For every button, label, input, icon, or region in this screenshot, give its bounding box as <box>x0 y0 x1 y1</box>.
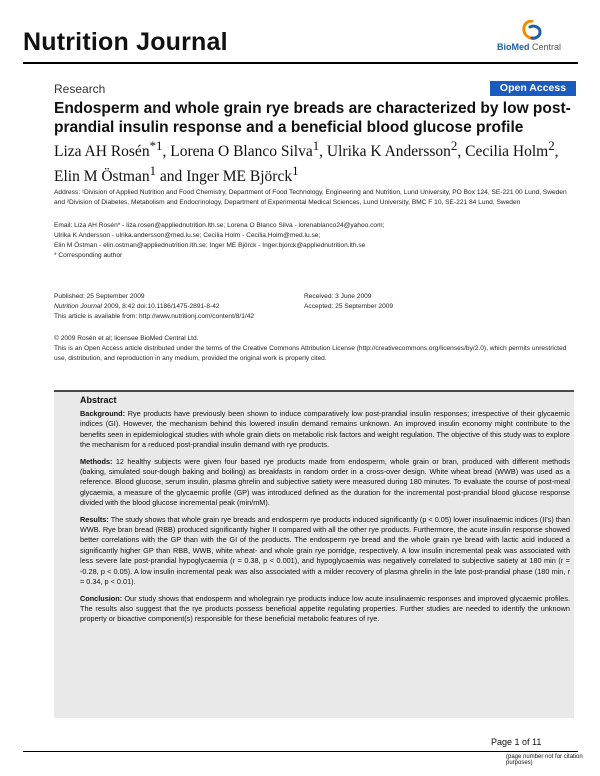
email-line: Elin M Östman - elin.ostman@appliednutrition.lth.se; Inger ME Björck - Inger.bjorck@appliednutrition.lth.se <box>54 242 366 249</box>
copyright-line: © 2009 Rosén et al; licensee BioMed Central Ltd. <box>54 335 199 342</box>
article-title: Endosperm and whole grain rye breads are characterized by low post-prandial insulin response and a beneficial blood glucose profile <box>54 100 571 136</box>
author: Lorena O Blanco Silva$^1$, <box>170 138 324 161</box>
license-text: This is an Open Access article distributed under the terms of the Creative Commons Attribution License (http://creativecommons.org/licenses/by/2.0), which permits unrestricted use, distribution, and reproduction in any medium, provided the original work is properly cited. <box>54 345 567 362</box>
email-line: Ulrika K Andersson - ulrika.andersson@med.lu.se; Cecilia Holm - Cecilia.Holm@med.lu.se; <box>54 232 321 239</box>
biomed-central-logo: BioMed Central <box>497 20 577 54</box>
published-date: Published: 25 September 2009 <box>54 293 145 300</box>
header-rule <box>23 62 578 64</box>
page-note: (page number not for citation purposes) <box>506 754 583 766</box>
dates-info <box>304 292 504 312</box>
abstract-body <box>80 409 570 631</box>
article-url[interactable]: This article is available from: http://www.nutritionj.com/content/8/1/42 <box>54 313 255 320</box>
citation: Nutrition Journal 2009, 8:42 doi:10.1186/1475-2891-8-42 <box>54 303 220 310</box>
abstract-methods: Methods: 12 healthy subjects were given four based rye products made from endosperm, whole grain or bran, produced with different methods (baking, simulated sour-dough baking and boiling) as breakfasts in random order in a cross-over design. White wheat bread (WWB) was used as a reference. Blood glucose, serum insulin, plasma ghrelin and subjective satiety were measured during 180 minutes. To evaluate the course of post-meal glycaemia, a measure of the glycaemic profile (GP) was introduced defined as the duration for the incremental post-prandial blood glucose response divided with the blood glucose incremental peak (min/mM). <box>80 456 570 508</box>
author: Ulrika K Andersson$^2$, <box>326 138 462 161</box>
author: Liza AH Rosén$^{*1}$, <box>54 138 167 161</box>
received-date: Received: 3 June 2009 <box>304 293 372 300</box>
author-list: Liza AH Rosén$^{*1}$, Lorena O Blanco Silva$^1$, Ulrika K Andersson$^2$, Cecilia Holm$^2$, Elin M Östman$^1$ and Inger ME Björck$^1$ <box>54 138 559 186</box>
author-emails <box>54 221 474 251</box>
author-address: Address: ¹Division of Applied Nutrition and Food Chemistry, Department of Food Technology, Engineering and Nutrition, Lund University, PO Box 124, SE-221 00 Lund, Sweden and ²Division of Diabetes, Metabolism and Endocrinology, Department of Experimental Medical Sciences, Lund University, BMC F 10, SE-221 84 Lund, Sweden <box>54 189 567 206</box>
abstract-conclusion: Conclusion: Our study shows that endosperm and wholegrain rye products induce low acute insulinaemic responses and improved glycaemic profiles. The results also suggest that the rye products possess beneficial appetite regulating properties. Further studies are needed to identify the unknown property or bioactive component(s) responsible for these beneficial metabolic features of rye. <box>80 593 570 624</box>
email-line: Email: Liza AH Rosén* - liza.rosen@appliednutrition.lth.se; Lorena O Blanco Silva - lorenablanco24@yahoo.com; <box>54 222 385 229</box>
corresponding-author-note: * Corresponding author <box>54 252 123 259</box>
open-access-badge: Open Access <box>490 81 576 96</box>
journal-title: Nutrition Journal <box>23 28 228 56</box>
author: Cecilia Holm$^2$, <box>465 138 559 161</box>
abstract-results: Results: The study shows that whole grain rye breads and endosperm rye products induced significantly (p < 0.05) lower insulinaemic indices (II's) than WWB. Rye bran bread (RBB) produced significantly higher II compared with all the other rye products. Furthermore, the acute insulin response showed better correlations with the GP than with the GI of the products. The endosperm rye bread and the whole grain rye bread with lactic acid induced a significantly higher GP than RBB, WWB, white wheat- and whole grain rye porridge, respectively. A low insulin incremental peak was associated with less severe late post-prandial hypoglycaemia (r = 0.38, p < 0.001), and hypoglycaemia was negatively correlated to subjective satiety at 180 min (r = -0.28, p < 0.05). A low insulin incremental peak was also associated with a milder recovery of plasma ghrelin in the late post-prandial phase (180 min, r = 0.34, p < 0.01). <box>80 514 570 587</box>
accepted-date: Accepted: 25 September 2009 <box>304 303 394 310</box>
page-number: Page 1 of 11 <box>491 737 542 747</box>
abstract-background: Background: Rye products have previously been shown to induce comparatively low post-prandial insulin responses; irrespective of their glycaemic indices (GI). However, the mechanism behind this lowered insulin demand remains unknown. An improved insulin economy might contribute to the benefits seen in epidemiological studies with whole grain diets on metabolic risk factors and weight regulation. The objective of this study was to explore the mechanism for a reduced post-prandial insulin demand with rye products. <box>80 409 570 450</box>
publication-info <box>54 292 284 322</box>
copyright-block <box>54 334 574 364</box>
biomed-central-logo-icon <box>521 20 543 40</box>
author: Elin M Östman$^1$ <box>54 163 157 186</box>
section-label: Research <box>54 82 106 96</box>
footer-rule <box>23 751 578 752</box>
abstract-heading: Abstract <box>80 395 117 405</box>
author: Inger ME Björck$^1$ <box>186 163 299 186</box>
